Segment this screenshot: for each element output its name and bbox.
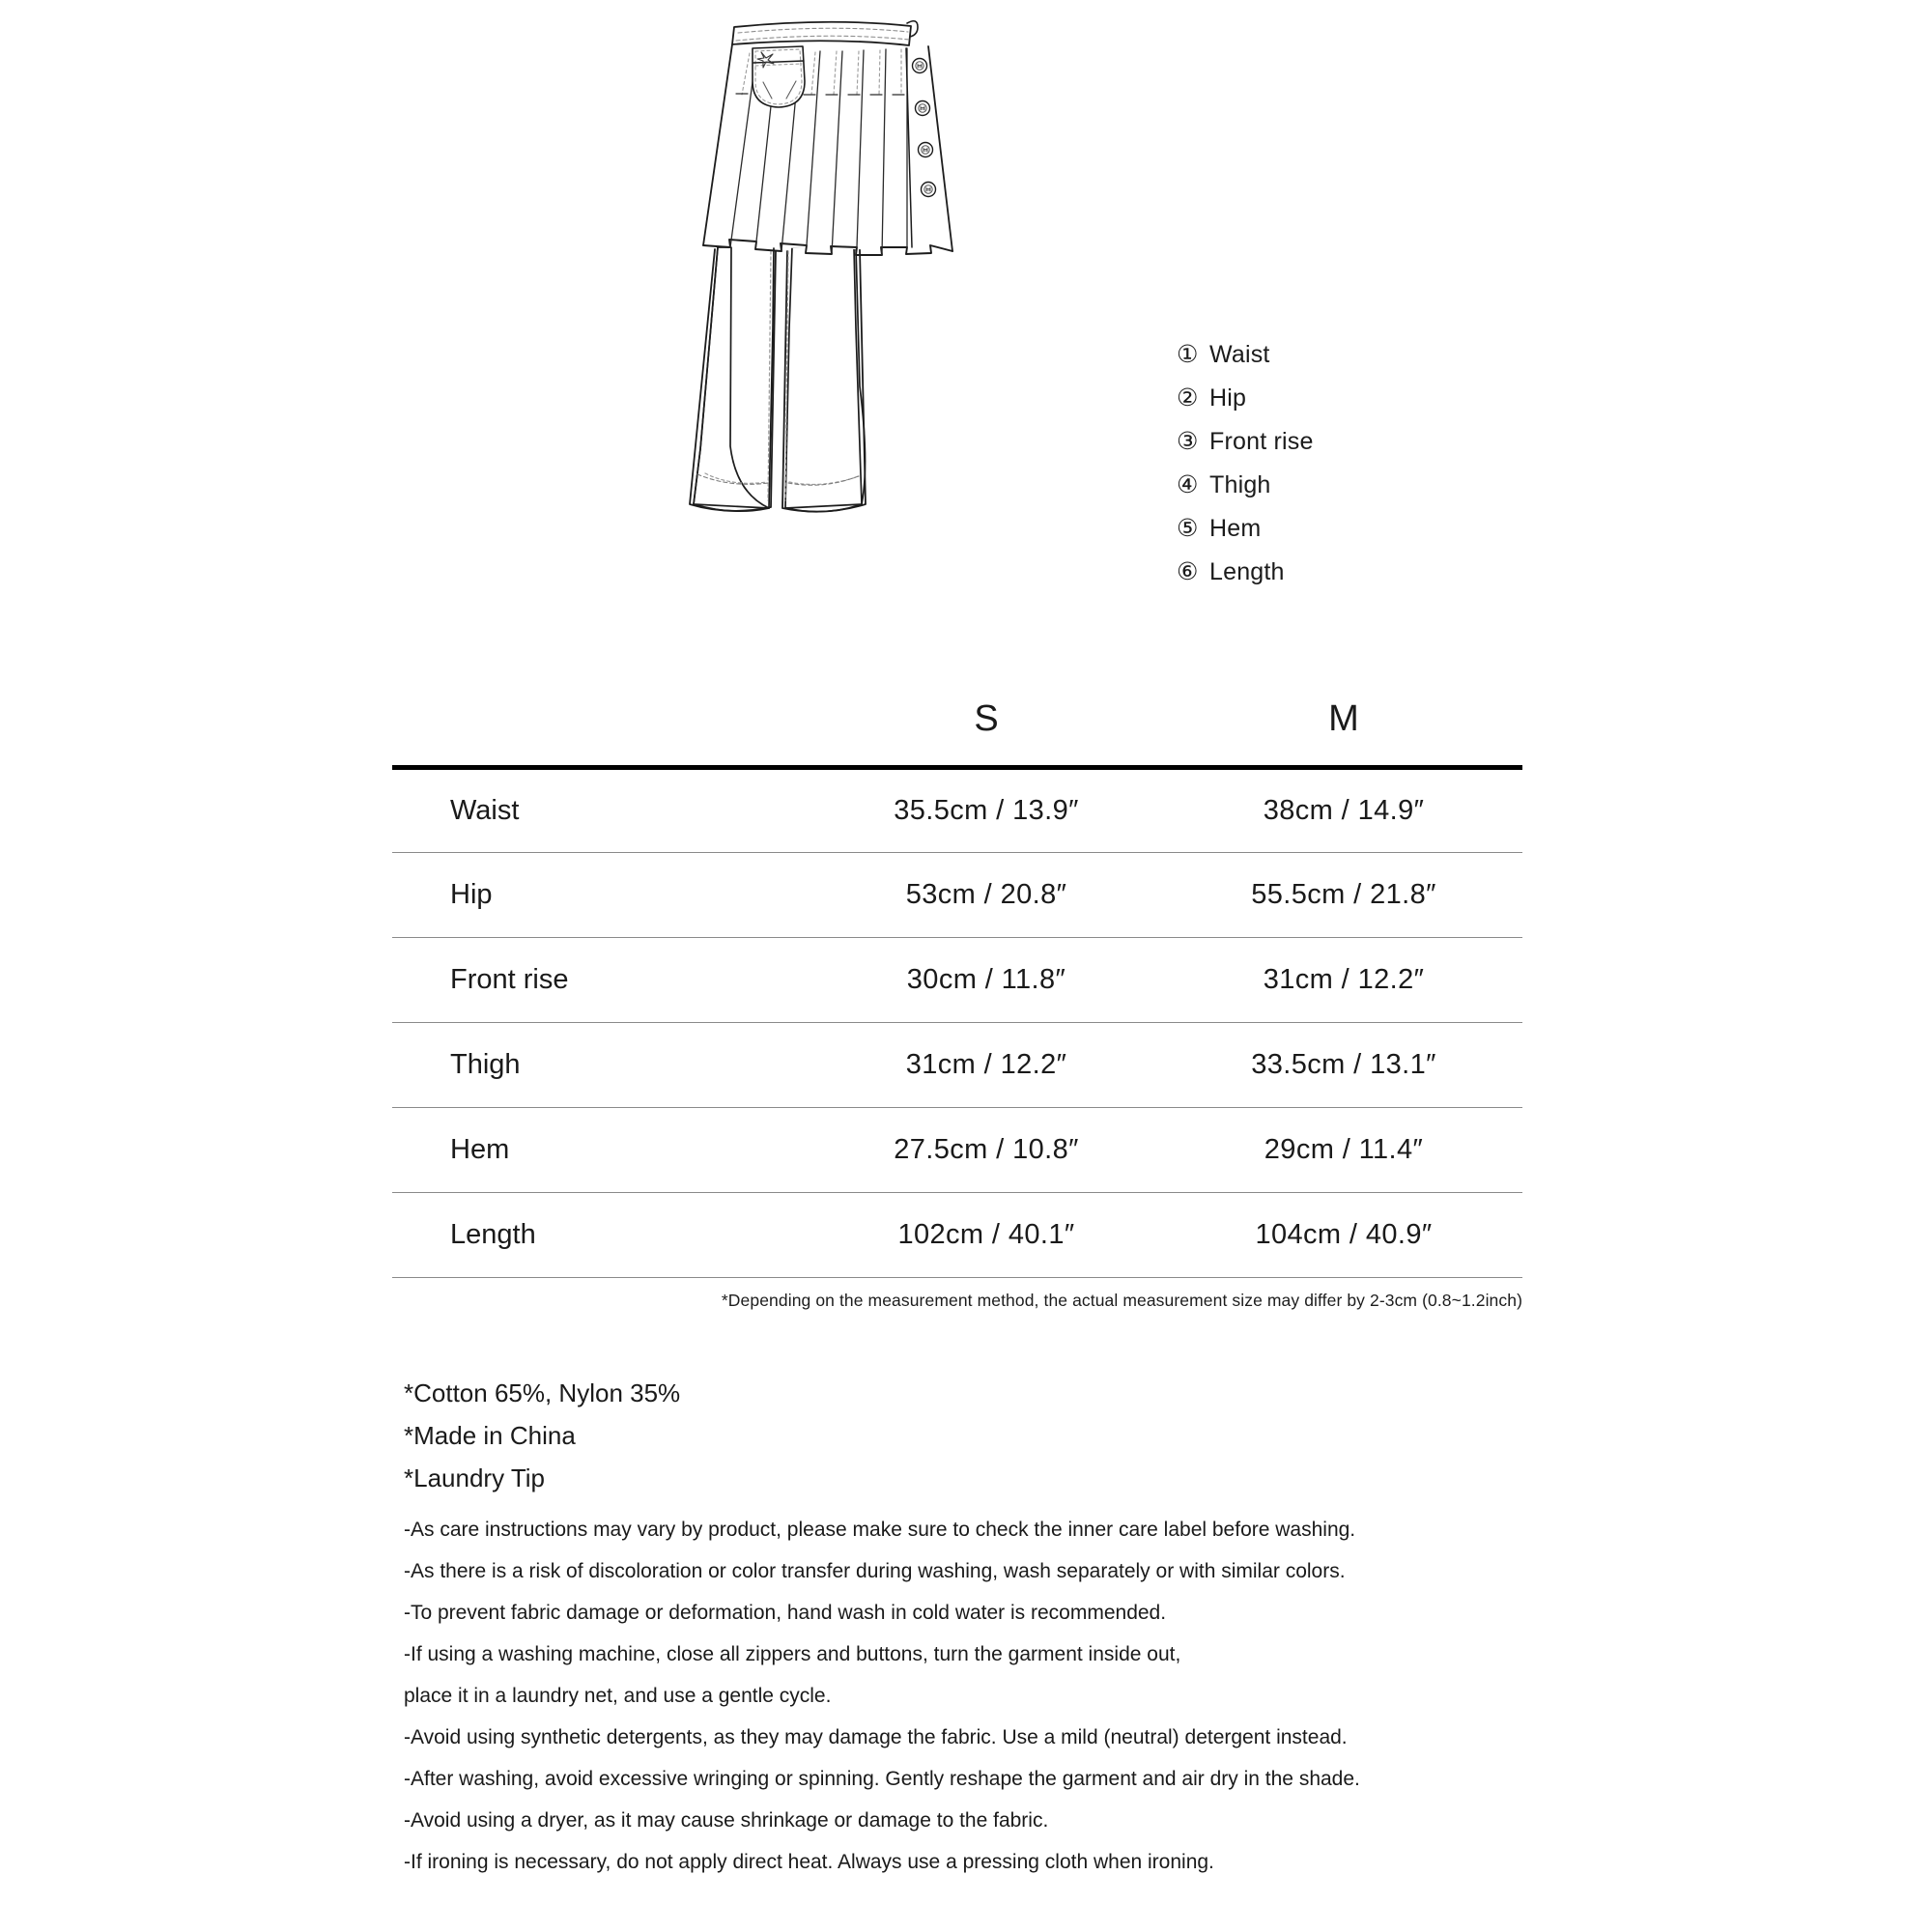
pleated-skirt-overlay [703, 21, 952, 255]
cell-thigh-m: 33.5cm / 13.1″ [1165, 1023, 1522, 1108]
header-size-m: M [1328, 698, 1359, 739]
legend-label-thigh: Thigh [1209, 471, 1271, 498]
composition-text: *Cotton 65%, Nylon 35% [404, 1378, 681, 1407]
cell-front-rise-m: 31cm / 12.2″ [1165, 938, 1522, 1023]
row-label-hip: Hip [392, 853, 808, 938]
cell-length-s: 102cm / 40.1″ [808, 1193, 1165, 1278]
button-3 [919, 143, 933, 157]
cell-hip-m: 55.5cm / 21.8″ [1165, 853, 1522, 938]
wide-leg-pants [694, 247, 866, 512]
legend-label-hem: Hem [1209, 515, 1262, 542]
row-label-thigh: Thigh [392, 1023, 808, 1108]
legend-number-6: ⑥ [1177, 558, 1199, 585]
table-row [392, 1108, 1522, 1193]
legend-item-length [1177, 551, 1495, 594]
list-item: -If using a washing machine, close all zippers and buttons, turn the garment inside out, [404, 1643, 1181, 1665]
legend-item-waist [1177, 333, 1495, 377]
list-item: -Avoid using synthetic detergents, as they may damage the fabric. Use a mild (neutral) detergent instead. [404, 1726, 1348, 1748]
legend-item-front-rise [1177, 420, 1495, 464]
list-item: -To prevent fabric damage or deformation, hand wash in cold water is recommended. [404, 1602, 1167, 1624]
button-2 [916, 101, 930, 116]
legend-number-4: ④ [1177, 471, 1199, 498]
legend-label-waist: Waist [1209, 341, 1270, 368]
table-row [392, 853, 1522, 938]
legend-item-hem [1177, 507, 1495, 551]
legend-number-2: ② [1177, 384, 1199, 412]
row-label-front-rise: Front rise [392, 938, 808, 1023]
legend-label-length: Length [1209, 558, 1285, 585]
header-measurement [392, 698, 808, 768]
row-label-hem: Hem [392, 1108, 808, 1193]
size-table [392, 698, 1522, 1278]
list-item: -Avoid using a dryer, as it may cause shrinkage or damage to the fabric. [404, 1809, 1049, 1832]
legend-number-5: ⑤ [1177, 515, 1199, 542]
table-row [392, 1023, 1522, 1108]
cell-hem-s: 27.5cm / 10.8″ [808, 1108, 1165, 1193]
list-item: place it in a laundry net, and use a gentle cycle. [404, 1685, 832, 1707]
cell-waist-s: 35.5cm / 13.9″ [808, 768, 1165, 853]
size-table-body [392, 768, 1522, 1278]
list-item: -As care instructions may vary by product, please make sure to check the inner care label before washing. [404, 1519, 1356, 1541]
waistband [732, 21, 918, 45]
row-label-waist: Waist [392, 768, 808, 853]
button-4 [922, 183, 936, 197]
garment-illustration [676, 10, 1024, 696]
cell-waist-m: 38cm / 14.9″ [1165, 768, 1522, 853]
legend-label-hip: Hip [1209, 384, 1247, 412]
table-row [392, 938, 1522, 1023]
cell-hip-s: 53cm / 20.8″ [808, 853, 1165, 938]
legend-item-hip [1177, 377, 1495, 420]
list-item: -After washing, avoid excessive wringing or spinning. Gently reshape the garment and air dry in the shade. [404, 1768, 1360, 1790]
cell-hem-m: 29cm / 11.4″ [1165, 1108, 1522, 1193]
table-row [392, 768, 1522, 853]
patch-pocket [753, 46, 805, 107]
size-table-head [392, 698, 1522, 768]
cell-front-rise-s: 30cm / 11.8″ [808, 938, 1165, 1023]
list-item: -As there is a risk of discoloration or color transfer during washing, wash separately or with similar colors. [404, 1560, 1346, 1582]
header-size-s: S [974, 698, 999, 739]
origin-text: *Made in China [404, 1421, 576, 1450]
legend-label-front-rise: Front rise [1209, 428, 1314, 455]
size-table-footnote: *Depending on the measurement method, the actual measurement size may differ by 2-3cm (0.8~1.2inch) [721, 1291, 1522, 1310]
cell-thigh-s: 31cm / 12.2″ [808, 1023, 1165, 1108]
size-table-header-row [392, 698, 1522, 768]
legend-number-3: ③ [1177, 428, 1199, 455]
cell-length-m: 104cm / 40.9″ [1165, 1193, 1522, 1278]
laundry-tip-title: *Laundry Tip [404, 1463, 545, 1492]
table-row [392, 1193, 1522, 1278]
legend-number-1: ① [1177, 341, 1199, 368]
row-label-length: Length [392, 1193, 808, 1278]
care-instructions-list [404, 1509, 1563, 1883]
measurement-legend [1177, 333, 1495, 594]
list-item: -If ironing is necessary, do not apply direct heat. Always use a pressing cloth when ironing. [404, 1851, 1214, 1873]
button-1 [913, 59, 927, 73]
legend-item-thigh [1177, 464, 1495, 507]
size-chart [392, 698, 1522, 1278]
product-info-block [404, 1372, 1563, 1883]
